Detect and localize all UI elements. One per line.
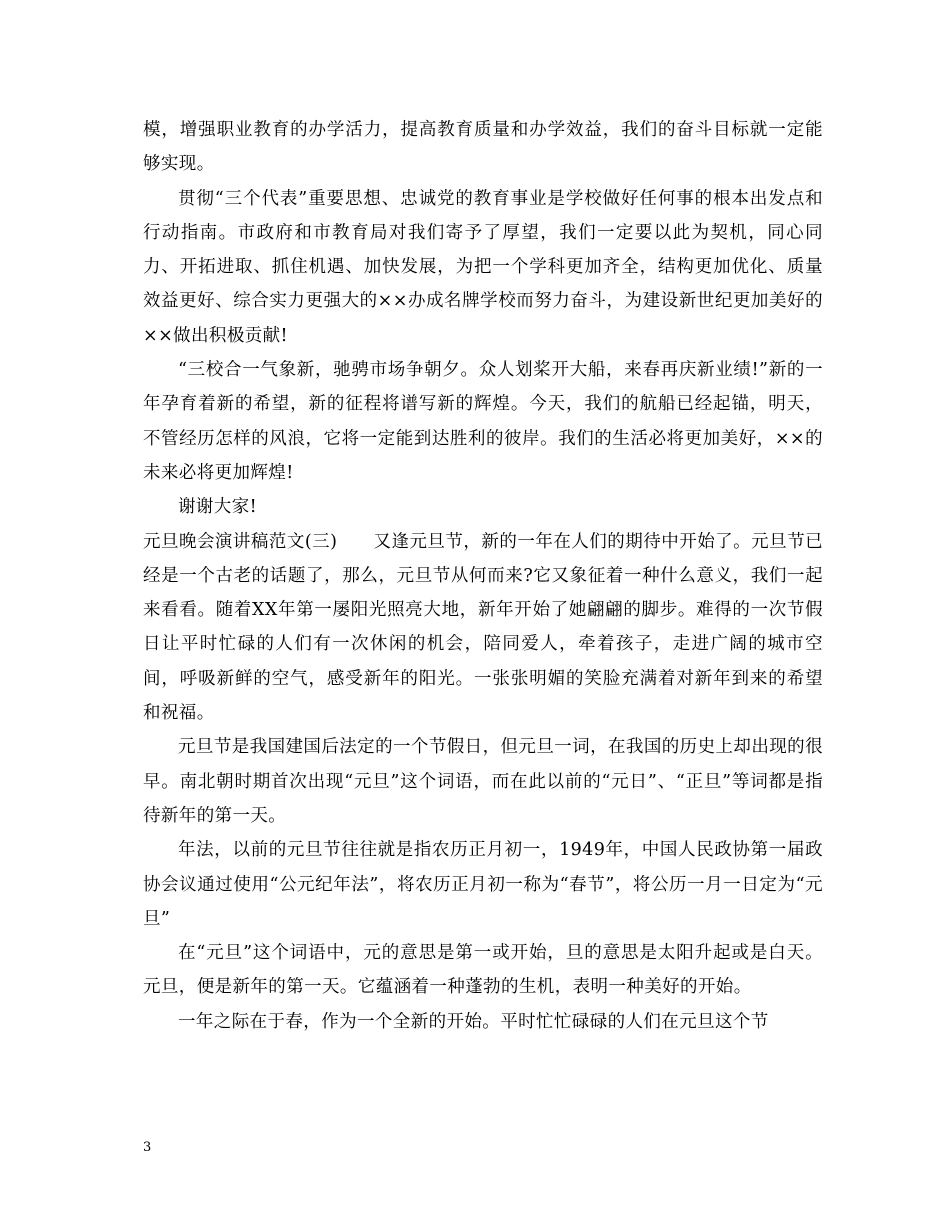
paragraph: 贯彻“三个代表”重要思想、忠诚党的教育事业是学校做好任何事的根本出发点和行动指南。市政府和市教育局对我们寄予了厚望，我们一定要以此为契机，同心同力、开拓进取、抓住机遇、加快发展，为把一个学科更加齐全，结构更加优化、质量效益更好、综合实力更强大的××办成名牌学校而努力奋斗，为建设新世纪更加美好的××做出积极贡献! — [143, 188, 823, 346]
paragraph: 谢谢大家! — [178, 497, 258, 518]
paragraph: “三校合一气象新，驰骋市场争朝夕。众人划桨开大船，来春再庆新业绩!”新的一年孕育着新的希望，新的征程将谱写新的辉煌。今天，我们的航船已经起锚，明天，不管经历怎样的风浪，它将一定能到达胜利的彼岸。我们的生活必将更加美好，××的未来必将更加辉煌! — [143, 360, 823, 483]
document-body — [143, 113, 823, 1039]
paragraph: 模，增强职业教育的办学活力，提高教育质量和办学效益，我们的奋斗目标就一定能够实现。 — [143, 120, 823, 175]
paragraph: 元旦节是我国建国后法定的一个节假日，但元旦一词，在我国的历史上却出现的很早。南北朝时期首次出现“元旦”这个词语，而在此以前的“元日”、“正旦”等词都是指待新年的第一天。 — [143, 737, 823, 826]
page-number: 3 — [143, 1140, 152, 1155]
section-paragraph — [143, 525, 823, 731]
paragraph: 一年之际在于春，作为一个全新的开始。平时忙忙碌碌的人们在元旦这个节 — [178, 1011, 769, 1032]
paragraph: 在“元旦”这个词语中，元的意思是第一或开始，旦的意思是太阳升起或是白天。元旦，便是新年的第一天。它蕴涵着一种蓬勃的生机，表明一种美好的开始。 — [143, 943, 823, 998]
paragraph: 年法，以前的元旦节往往就是指农历正月初一，1949年，中国人民政协第一届政协会议通过使用“公元纪年法”，将农历正月初一称为“春节”，将公历一月一日定为“元旦” — [143, 840, 823, 929]
section-first-paragraph: 又逢元旦节，新的一年在人们的期待中开始了。元旦节已经是一个古老的话题了，那么，元旦节从何而来?它又象征着一种什么意义，我们一起来看看。随着XX年第一屡阳光照亮大地，新年开始了她翩翩的脚步。难得的一次节假日让平时忙碌的人们有一次休闲的机会，陪同爱人，牵着孩子，走进广阔的城市空间，呼吸新鲜的空气，感受新年的阳光。一张张明媚的笑脸充满着对新年到来的希望和祝福。 — [143, 531, 823, 724]
section-heading: 元旦晚会演讲稿范文(三) — [143, 531, 338, 552]
